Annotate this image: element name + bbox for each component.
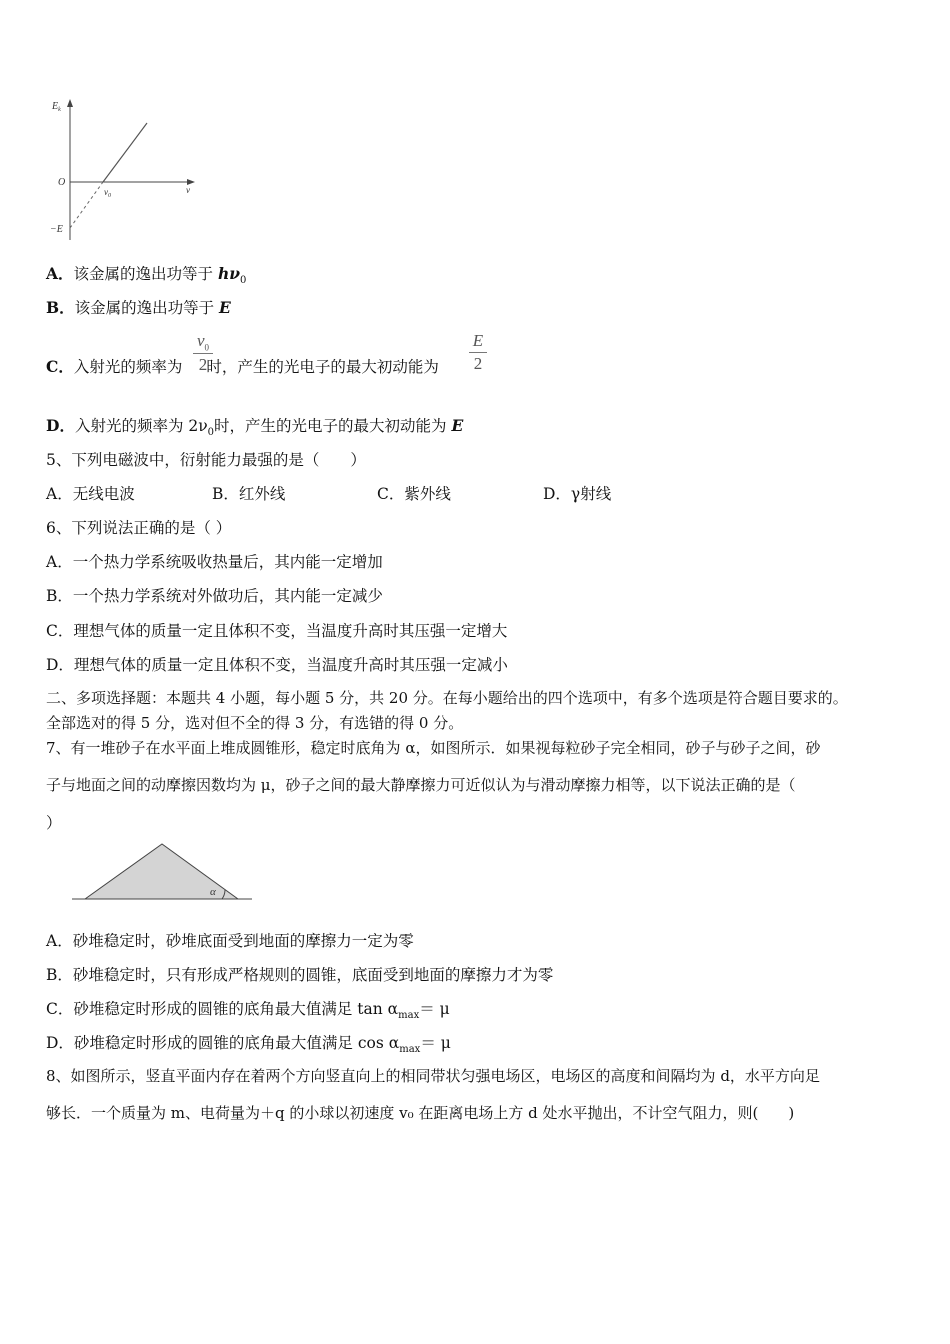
- q8-line2: 够长．一个质量为 m、电荷量为＋q 的小球以初速度 v₀ 在距离电场上方 d 处水平抛出，不计空气阻力，则( ): [46, 1104, 795, 1122]
- ek-line-solid: [103, 123, 147, 182]
- x-axis-label: ν: [186, 185, 190, 195]
- c-frac-nu0-over-2: $\nu_0$ 2: [193, 331, 213, 375]
- origin-label: O: [58, 177, 66, 188]
- q6-option-b: B．一个热力学系统对外做功后，其内能一定减少: [46, 587, 383, 605]
- q7-option-c: C．砂堆稳定时形成的圆锥的底角最大值满足 $\tan \alpha_{max}= \mu$: [46, 1000, 450, 1022]
- q7-line3: ）: [46, 814, 62, 832]
- q7-line1: 7、有一堆砂子在水平面上堆成圆锥形，稳定时底角为 α，如图所示．如果视每粒砂子完全相同，砂子与砂子之间，砂: [46, 739, 821, 757]
- ek-nu-graph: [40, 95, 210, 245]
- q6-option-a: A．一个热力学系统吸收热量后，其内能一定增加: [46, 553, 383, 571]
- q7-line2: 子与地面之间的动摩擦因数均为 μ，砂子之间的最大静摩擦力可近似认为与滑动摩擦力相等，以下说法正确的是（: [46, 776, 796, 794]
- q4-option-d: D．入射光的频率为 $2\nu_0$时，产生的光电子的最大初动能为 E: [46, 416, 464, 439]
- q4-option-c: C．入射光的频率为 时，产生的光电子的最大初动能为: [46, 357, 439, 376]
- q8-line1: 8、如图所示，竖直平面内存在着两个方向竖直向上的相同带状匀强电场区，电场区的高度和间隔均为 d，水平方向足: [46, 1067, 820, 1085]
- q4-option-a: A．该金属的逸出功等于 $h\nu_0$: [46, 264, 247, 287]
- ek-line-dashed: [70, 182, 103, 228]
- y-axis-label: $E_k$: [52, 101, 61, 113]
- section2-line1: 二、多项选择题：本题共 4 小题，每小题 5 分，共 20 分。在每小题给出的四个选项中，有多个选项是符合题目要求的。: [46, 689, 848, 707]
- q5-option-d: D．γ射线: [543, 485, 612, 503]
- q4-option-b: B．该金属的逸出功等于 E: [46, 298, 231, 317]
- q5-option-c: C．紫外线: [377, 485, 451, 503]
- q7-option-d: D．砂堆稳定时形成的圆锥的底角最大值满足 $\cos \alpha_{max}= \mu$: [46, 1034, 451, 1056]
- q5-stem: 5、下列电磁波中，衍射能力最强的是（ ）: [46, 451, 366, 469]
- q6-option-c: C．理想气体的质量一定且体积不变，当温度升高时其压强一定增大: [46, 622, 508, 640]
- nu0-tick-label: $\nu_0$: [104, 187, 111, 199]
- y-axis-arrow: [67, 99, 73, 107]
- sand-cone-figure: [70, 838, 260, 904]
- q6-stem: 6、下列说法正确的是（ ）: [46, 519, 232, 537]
- section2-line2: 全部选对的得 5 分，选对但不全的得 3 分，有选错的得 0 分。: [46, 714, 464, 732]
- q7-option-a: A．砂堆稳定时，砂堆底面受到地面的摩擦力一定为零: [46, 932, 414, 950]
- q5-option-a: A．无线电波: [46, 485, 135, 503]
- q6-option-d: D．理想气体的质量一定且体积不变，当温度升高时其压强一定减小: [46, 656, 508, 674]
- q5-option-b: B．红外线: [212, 485, 286, 503]
- neg-e-label: −E: [50, 224, 63, 235]
- angle-alpha-label: α: [210, 886, 216, 898]
- q7-option-b: B．砂堆稳定时，只有形成严格规则的圆锥，底面受到地面的摩擦力才为零: [46, 966, 554, 984]
- c-frac-e-over-2: E 2: [469, 331, 487, 374]
